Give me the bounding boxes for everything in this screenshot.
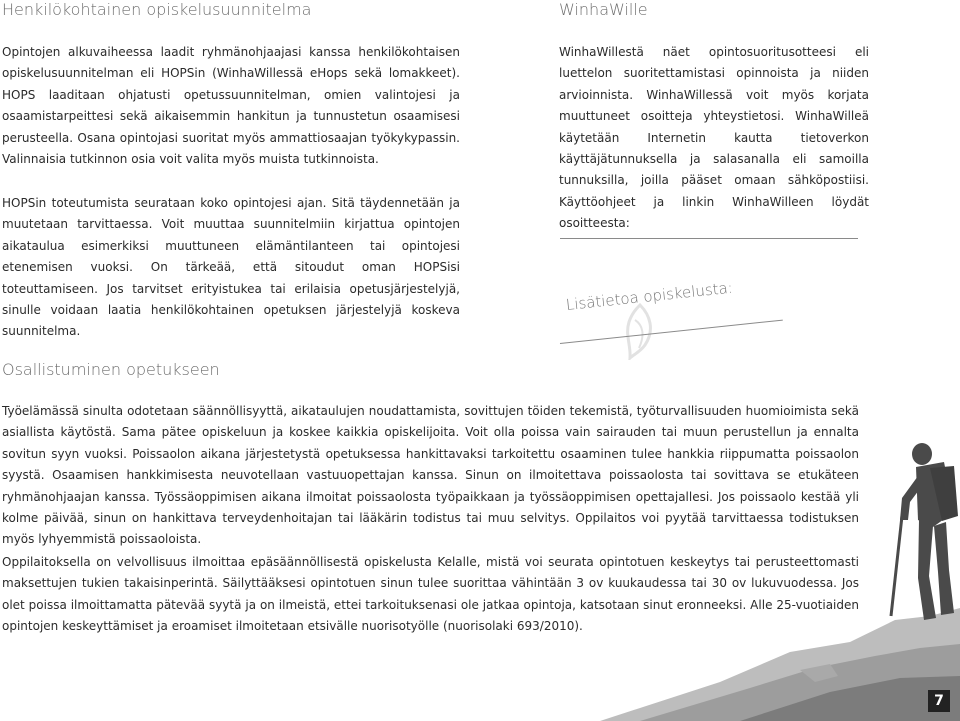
winhawille-paragraph: WinhaWillestä näet opintosuoritusotteesi eli luettelon suoritettamistasi opinnoista ja niiden arvioinnista. WinhaWillessä voit myös korjata muuttuneet osoitteja yhteystietosi. WinhaWilleä käytetään Internetin kautta tietoverkon käyttäjätunnuksella ja salasanalla eli samoilla tunnuksilla, joilla pääset omaan sähköpostiisi. Käyttöohjeet ja linkin WinhaWilleen löydät osoitteesta: bbox=[559, 45, 869, 231]
section-heading-personal-study-plan: Henkilökohtainen opiskelusuunnitelma bbox=[2, 0, 312, 19]
more-info-label: Lisätietoa opiskelusta: bbox=[565, 278, 734, 314]
participation-paragraph: Työelämässä sinulta odotetaan säännöllisyyttä, aikataulujen noudattamista, sovittujen töiden tekemistä, työturvallisuuden huomioimista sekä asiallista käytöstä. Sama pätee opiskeluun ja koskee kaikkia opiskelijoita. Voit olla poissa vain sairauden tai muun perustellun ja ennalta sovitun syyn vuoksi. Poissaolon aikana järjestetystä opetuksessa hankittavaksi tarkoitettu osaaminen tulee hankkia riippumatta poissaolon syystä. Osaamisen hankkimisesta neuvotellaan vastuuopettajan kanssa. Sinun on ilmoitettava poissaolosta tai sovittava se etukäteen ryhmänohjaajan kanssa. Työssäoppimisen aikana ilmoitat poissaolosta työpaikkaan ja työssäoppimisen opettajallesi. Jos poissaolo kestää yli kolme päivää, sinun on hankittava terveydenhoitajan tai lääkärin todistus tai muu selvitys. Oppilaitos voi pyytää tarvittaessa todistuksen myös lyhyemmistä poissaoloista. bbox=[2, 404, 859, 547]
section-heading-participation: Osallistuminen opetukseen bbox=[2, 360, 220, 379]
study-plan-paragraph: Opintojen alkuvaiheessa laadit ryhmänohjaajasi kanssa henkilökohtaisen opiskelusuunnitelman eli HOPSin (WinhaWillessä eHops sekä lomakkeet). HOPS laaditaan ohjatusti opetussuunnitelman, omien valintojesi ja osaamistarpeittesi sekä aikaisemmin hankitun ja tunnustetun osaamisesi perusteella. Osana opintojasi suoritat myös ammattiosaajan työkykypassin. Valinnaisia tutkinnon osia voit valita myös muista tutkinnoista. bbox=[2, 45, 460, 167]
study-plan-followup-paragraph: HOPSin toteutumista seurataan koko opintojesi ajan. Sitä täydennetään ja muutetaan tarvittaessa. Voit muuttaa suunnitelmiin kirjattua opintojen aikataulua esimerkiksi muuttuneen elämäntilanteen tai opintojesi etenemisen vuoksi. On tärkeää, että sitoudut oman HOPSisi toteuttamiseen. Jos tarvitset erityistukea tai erilaisia opetusjärjestelyjä, sinulle voidaan laatia henkilökohtainen opetuksen järjestelyjä koskeva suunnitelma. bbox=[2, 196, 460, 339]
hiker-on-rock-illustration bbox=[600, 420, 960, 721]
study-benefit-paragraph: Oppilaitoksella on velvollisuus ilmoittaa epäsäännöllisestä opiskelusta Kelalle, mistä voi seurata opintotuen keskeytys tai perusteettomasti maksettujen tukien takaisinperintä. Säilyttääksesi opintotuen sinun tulee suorittaa vähintään 3 ov kuukaudessa tai 30 ov lukuvuodessa. Jos olet poissa ilmoittamatta pätevää syytä ja on ilmeistä, ettei tarkoituksenasi ole jatkaa opintoja, katsotaan sinut eronneeksi. Alle 25-vuotiaiden opintojen keskeyttämiset ja eroamiset ilmoitetaan etsivälle nuorisotyölle (nuorisolaki 693/2010). bbox=[2, 555, 859, 634]
writing-line-bottom bbox=[560, 320, 783, 344]
page-number: 7 bbox=[934, 693, 944, 709]
hiker-silhouette-icon bbox=[891, 443, 958, 620]
leaf-watermark-icon bbox=[615, 300, 665, 360]
writing-line-top bbox=[560, 238, 858, 239]
section-heading-winhawille: WinhaWille bbox=[559, 0, 648, 19]
